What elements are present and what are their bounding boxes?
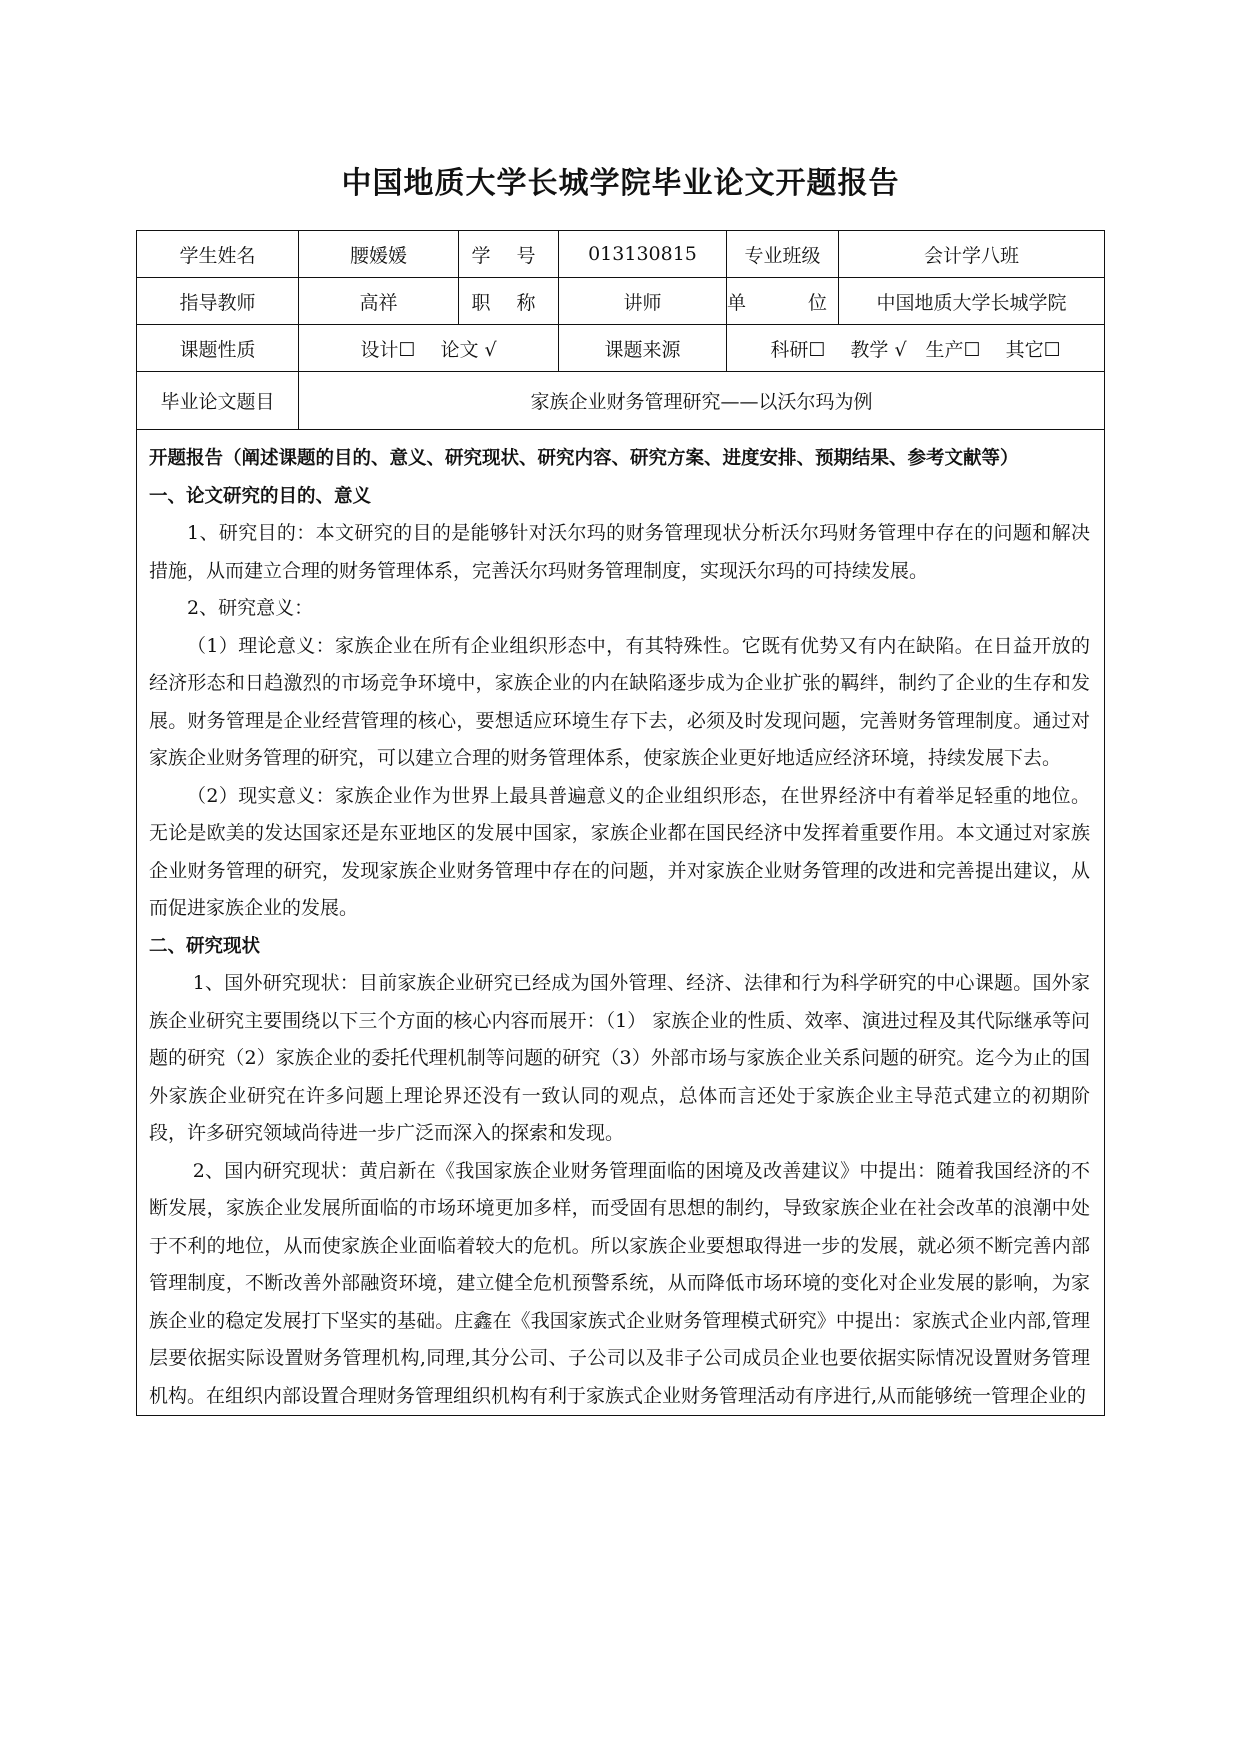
table-row-nature [137, 325, 1105, 372]
label-teacher: 指导教师 [137, 278, 299, 325]
table-row-student [137, 231, 1105, 278]
label-student-id: 学 号 [459, 231, 559, 278]
paragraph: 2、国内研究现状：黄启新在《我国家族企业财务管理面临的困境及改善建议》中提出：随着我国经济的不断发展，家族企业发展所面临的市场环境更加多样，而受固有思想的制约，导致家族企业在社会改革的浪潮中处于不利的地位，从而使家族企业面临着较大的危机。所以家族企业要想取得进一步的发展，就必须不断完善内部管理制度，不断改善外部融资环境，建立健全危机预警系统，从而降低市场环境的变化对企业发展的影响，为家族企业的稳定发展打下坚实的基础。庄鑫在《我国家族式企业财务管理模式研究》中提出：家族式企业内部,管理层要依据实际设置财务管理机构,同理,其分公司、子公司以及非子公司成员企业也要依据实际情况设置财务管理机构。在组织内部设置合理财务管理组织机构有利于家族式企业财务管理活动有序进行,从而能够统一管理企业的 [149, 1159, 1090, 1407]
label-title: 职 称 [459, 278, 559, 325]
paragraph: 2、研究意义： [187, 597, 314, 619]
value-title: 讲师 [559, 278, 727, 325]
proposal-form-table [136, 230, 1105, 1416]
section-heading-1: 一、论文研究的目的、意义 [149, 485, 372, 507]
report-header: 开题报告（阐述课题的目的、意义、研究现状、研究内容、研究方案、进度安排、预期结果、参考文献等） [149, 448, 1019, 469]
paragraph: （2）现实意义：家族企业作为世界上最具普遍意义的企业组织形态，在世界经济中有着举足轻重的地位。无论是欧美的发达国家还是东亚地区的发展中国家，家族企业都在国民经济中发挥着重要作用。本文通过对家族企业财务管理的研究，发现家族企业财务管理中存在的问题，并对家族企业财务管理的改进和完善提出建议，从而促进家族企业的发展。 [149, 784, 1090, 919]
page-title: 中国地质大学长城学院毕业论文开题报告 [341, 166, 900, 201]
value-thesis-topic: 家族企业财务管理研究——以沃尔玛为例 [299, 372, 1105, 430]
report-body [137, 430, 1105, 1416]
value-topic-nature: 设计☐ 论文 √ [299, 325, 559, 372]
section-heading-2: 二、研究现状 [149, 935, 261, 957]
label-student-name: 学生姓名 [137, 231, 299, 278]
table-row-topic [137, 372, 1105, 430]
label-unit: 单 位 [727, 278, 839, 325]
value-student-name: 腰媛媛 [299, 231, 459, 278]
paragraph: （1）理论意义：家族企业在所有企业组织形态中，有其特殊性。它既有优势又有内在缺陷。在日益开放的经济形态和日趋激烈的市场竞争环境中，家族企业的内在缺陷逐步成为企业扩张的羁绊，制约了企业的生存和发展。财务管理是企业经营管理的核心，要想适应环境生存下去，必须及时发现问题，完善财务管理制度。通过对家族企业财务管理的研究，可以建立合理的财务管理体系，使家族企业更好地适应经济环境，持续发展下去。 [149, 634, 1090, 769]
table-row-teacher [137, 278, 1105, 325]
paragraph: 1、国外研究现状：目前家族企业研究已经成为国外管理、经济、法律和行为科学研究的中心课题。国外家族企业研究主要围绕以下三个方面的核心内容而展开：（1） 家族企业的性质、效率、演进过程及其代际继承等问题的研究（2）家族企业的委托代理机制等问题的研究（3）外部市场与家族企业关系问题的研究。迄今为止的国外家族企业研究在许多问题上理论界还没有一致认同的观点，总体而言还处于家族企业主导范式建立的初期阶段，许多研究领域尚待进一步广泛而深入的探索和发现。 [149, 972, 1090, 1144]
value-topic-source: 科研☐ 教学 √ 生产☐ 其它☐ [727, 325, 1105, 372]
value-class: 会计学八班 [839, 231, 1105, 278]
value-teacher: 高祥 [299, 278, 459, 325]
table-row-report [137, 430, 1105, 1416]
label-class: 专业班级 [727, 231, 839, 278]
paragraph: 1、研究目的：本文研究的目的是能够针对沃尔玛的财务管理现状分析沃尔玛财务管理中存在的问题和解决措施，从而建立合理的财务管理体系，完善沃尔玛财务管理制度，实现沃尔玛的可持续发展。 [149, 522, 1090, 582]
label-topic-nature: 课题性质 [137, 325, 299, 372]
label-thesis-topic: 毕业论文题目 [137, 372, 299, 430]
value-student-id: 013130815 [559, 231, 727, 278]
value-unit: 中国地质大学长城学院 [839, 278, 1105, 325]
label-topic-source: 课题来源 [559, 325, 727, 372]
